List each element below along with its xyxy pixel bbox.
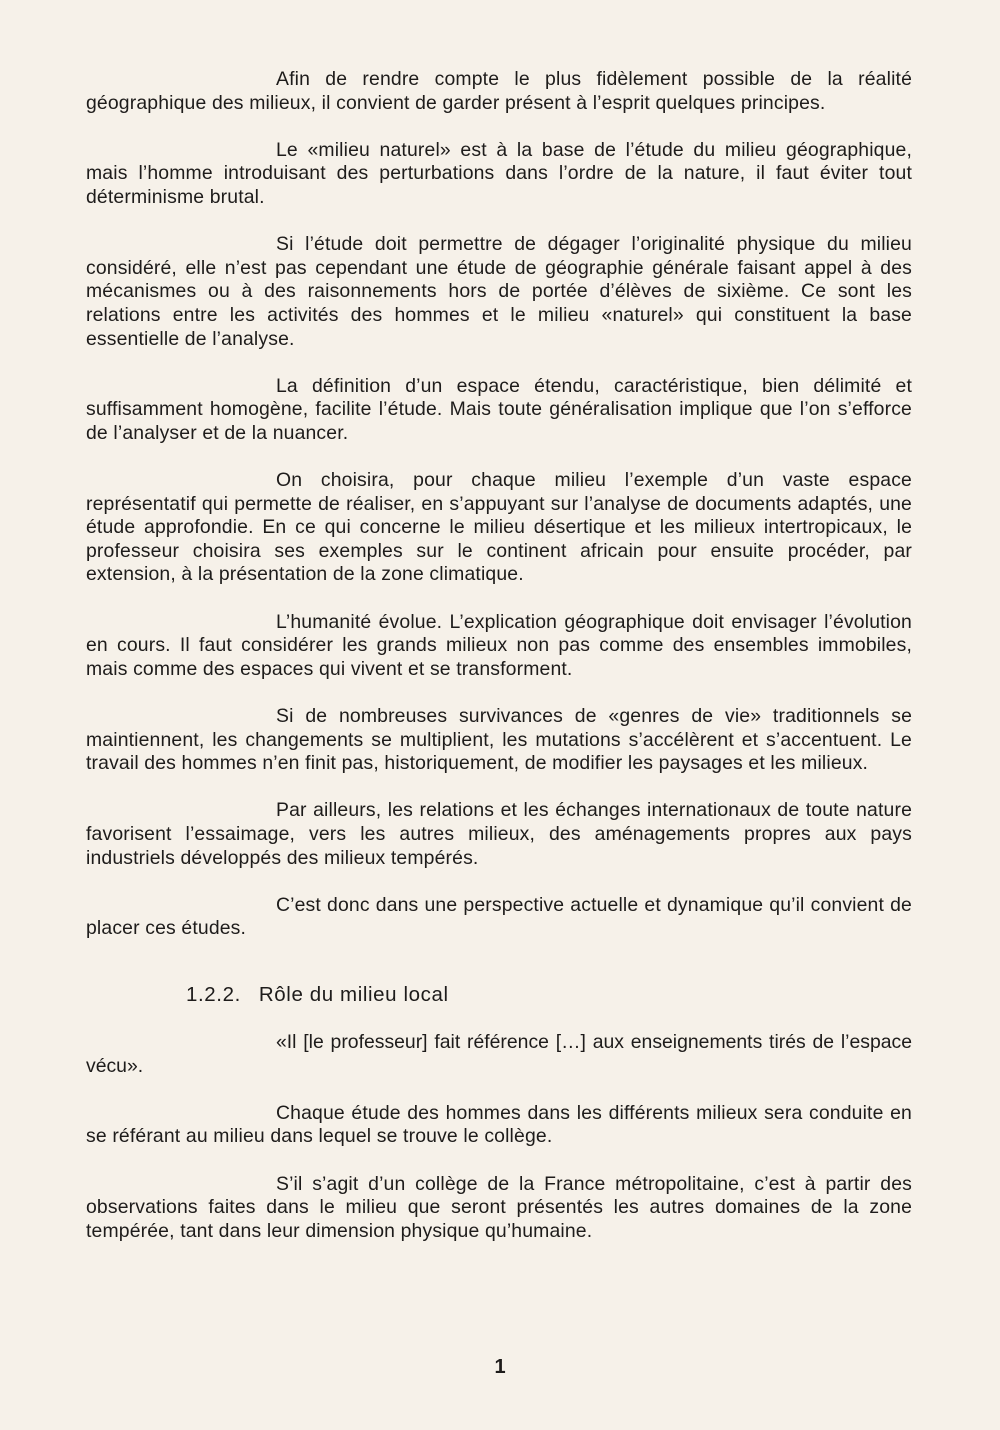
paragraph-principles-intro: Afin de rendre compte le plus fidèlement possible de la réalité géographique des milieux, il convient de garder présent à l’esprit quelques principes. xyxy=(86,68,912,114)
paragraph-france-metropolitaine: S’il s’agit d’un collège de la France métropolitaine, c’est à partir des observations faites dans le milieu que seront présentés les autres domaines de la zone tempérée, tant dans leur dimension physique qu’humaine. xyxy=(86,1172,912,1242)
paragraph-humanite-evolue: L’humanité évolue. L’explication géographique doit envisager l’évolution en cours. Il faut considérer les grands milieux non pas comme des ensembles immobiles, mais comme des espaces qui vivent et se transforment. xyxy=(86,610,912,680)
paragraph-echanges-internationaux: Par ailleurs, les relations et les échanges internationaux de toute nature favorisent l’essaimage, vers les autres milieux, des aménagements propres aux pays industriels développés des milieux tempérés. xyxy=(86,799,912,869)
paragraph-definition-espace: La définition d’un espace étendu, caractéristique, bien délimité et suffisamment homogène, facilite l’étude. Mais toute généralisation implique que l’on s’efforce de l’analyser et de la nuancer. xyxy=(86,374,912,444)
paragraph-originalite-physique: Si l’étude doit permettre de dégager l’originalité physique du milieu considéré, elle n’est pas cependant une étude de géographie générale faisant appel à des mécanismes ou à des raisonnements hors de portée d’élèves de sixième. Ce sont les relations entre les activités des hommes et le milieu «naturel» qui constituent la base essentielle de l’analyse. xyxy=(86,233,912,350)
page-number: 1 xyxy=(494,1356,506,1378)
section-number: 1.2.2. xyxy=(186,982,241,1006)
document-body xyxy=(86,68,912,1267)
quote-espace-vecu: «Il [le professeur] fait référence […] aux enseignements tirés de l’espace vécu». xyxy=(86,1030,912,1077)
paragraph-genres-de-vie: Si de nombreuses survivances de «genres de vie» traditionnels se maintiennent, les changements se multiplient, les mutations s’accélèrent et s’accentuent. Le travail des hommes n’en finit pas, historiquement, de modifier les paysages et les milieux. xyxy=(86,705,912,775)
paragraph-choix-exemple: On choisira, pour chaque milieu l’exemple d’un vaste espace représentatif qui permette de réaliser, en s’appuyant sur l’analyse de documents adaptés, une étude approfondie. En ce qui concerne le milieu désertique et les milieux intertropicaux, le professeur choisira ses exemples sur le continent africain pour ensuite procéder, par extension, à la présentation de la zone climatique. xyxy=(86,469,912,586)
section-title: Rôle du milieu local xyxy=(258,982,449,1006)
paragraph-perspective-actuelle: C’est donc dans une perspective actuelle et dynamique qu’il convient de placer ces études. xyxy=(86,893,912,940)
section-heading xyxy=(186,983,912,1007)
paragraph-milieu-college: Chaque étude des hommes dans les différents milieux sera conduite en se référant au milieu dans lequel se trouve le collège. xyxy=(86,1101,912,1148)
paragraph-milieu-naturel: Le «milieu naturel» est à la base de l’étude du milieu géographique, mais l’homme introduisant des perturbations dans l’ordre de la nature, il faut éviter tout déterminisme brutal. xyxy=(86,138,912,208)
